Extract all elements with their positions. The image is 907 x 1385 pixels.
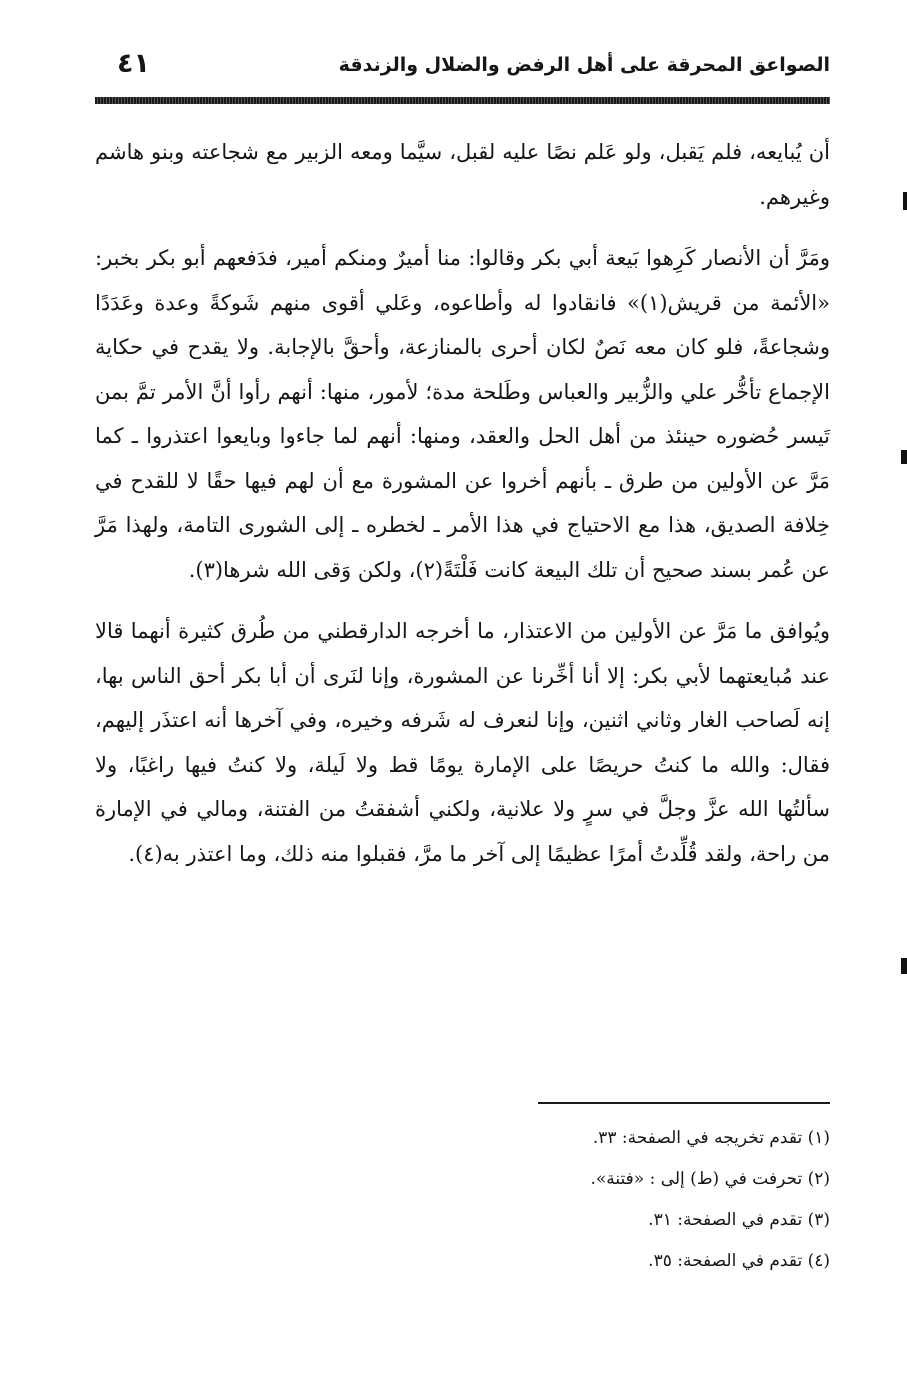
body-text <box>95 130 830 876</box>
footnote-1: (١) تقدم تخريجه في الصفحة: ٣٣. <box>592 1128 830 1148</box>
paragraph-2: ومَرَّ أن الأنصار كَرِهوا بَيعة أبي بكر وقالوا: منا أميرٌ ومنكم أمير، فدَفعهم أبو بكر بخبر: «الأئمة من قريش(١)» فانقادوا له وأطاعوه، وعَلي أقوى منهم شَوكةً وعدة وعَدَدًا وشجاعةً، فلو كان معه نَصٌ لكان أحرى بالمنازعة، وأحقَّ بالإجابة. ولا يقدح في حكاية الإجماع تأخُّر علي والزُّبير والعباس وطَلحة مدة؛ لأمور، منها: أنهم رأوا أنَّ الأمر تمَّ بمن تَيسر حُضوره حينئذ من أهل الحل والعقد، ومنها: أنهم لما جاءوا وبايعوا اعتذروا ـ كما مَرَّ عن الأولين من طرق ـ بأنهم أخروا عن المشورة مع أن لهم فيها حقًا لا للقدح في خِلافة الصديق، هذا مع الاحتياج في هذا الأمر ـ لخطره ـ إلى الشورى التامة، ولهذا مَرَّ عن عُمر بسند صحيح أن تلك البيعة كانت فَلْتَةً(٢)، ولكن وَقى الله شرها(٣). <box>95 246 830 582</box>
running-title: الصواعق المحرقة على أهل الرفض والضلال والزندقة <box>338 54 830 76</box>
margin-mark <box>901 450 907 464</box>
paragraph-1: أن يُبايعه، فلم يَقبل، ولو عَلم نصًا عليه لقبل، سيَّما ومعه الزبير مع شجاعته وبنو هاشم وغيرهم. <box>95 140 830 209</box>
footnote-rule <box>538 1102 830 1104</box>
footnote-2: (٢) تحرفت في (ط) إلى : «فتنة». <box>590 1169 830 1189</box>
header-rule <box>95 97 830 104</box>
paragraph-3: ويُوافق ما مَرَّ عن الأولين من الاعتذار، ما أخرجه الدارقطني من طُرق كثيرة أنهما قالا عند مُبايعتهما لأبي بكر: إلا أنا أخِّرنا عن المشورة، وإنا لنَرى أن أبا بكر أحق الناس بها، إنه لَصاحب الغار وثاني اثنين، وإنا لنعرف له شَرفه وخيره، وفي آخرها أنه اعتذَر إليهم، فقال: والله ما كنتُ حريصًا على الإمارة يومًا قط ولا لَيلة، ولا كنتُ فيها راغبًا، ولا سألتُها الله عزَّ وجلَّ في سرٍ ولا علانية، ولكني أشفقتُ من الفتنة، ومالي في الإمارة من راحة، ولقد قُلِّدتُ أمرًا عظيمًا إلى آخر ما مرَّ، فقبلوا منه ذلك، وما اعتذر به(٤). <box>95 619 830 866</box>
running-header <box>95 48 830 88</box>
page-number: ٤١ <box>117 48 150 79</box>
margin-mark <box>901 958 907 974</box>
footnotes <box>400 1118 830 1282</box>
footnote-3: (٣) تقدم في الصفحة: ٣١. <box>648 1210 830 1230</box>
margin-mark <box>903 192 907 210</box>
footnote-4: (٤) تقدم في الصفحة: ٣٥. <box>648 1251 830 1271</box>
